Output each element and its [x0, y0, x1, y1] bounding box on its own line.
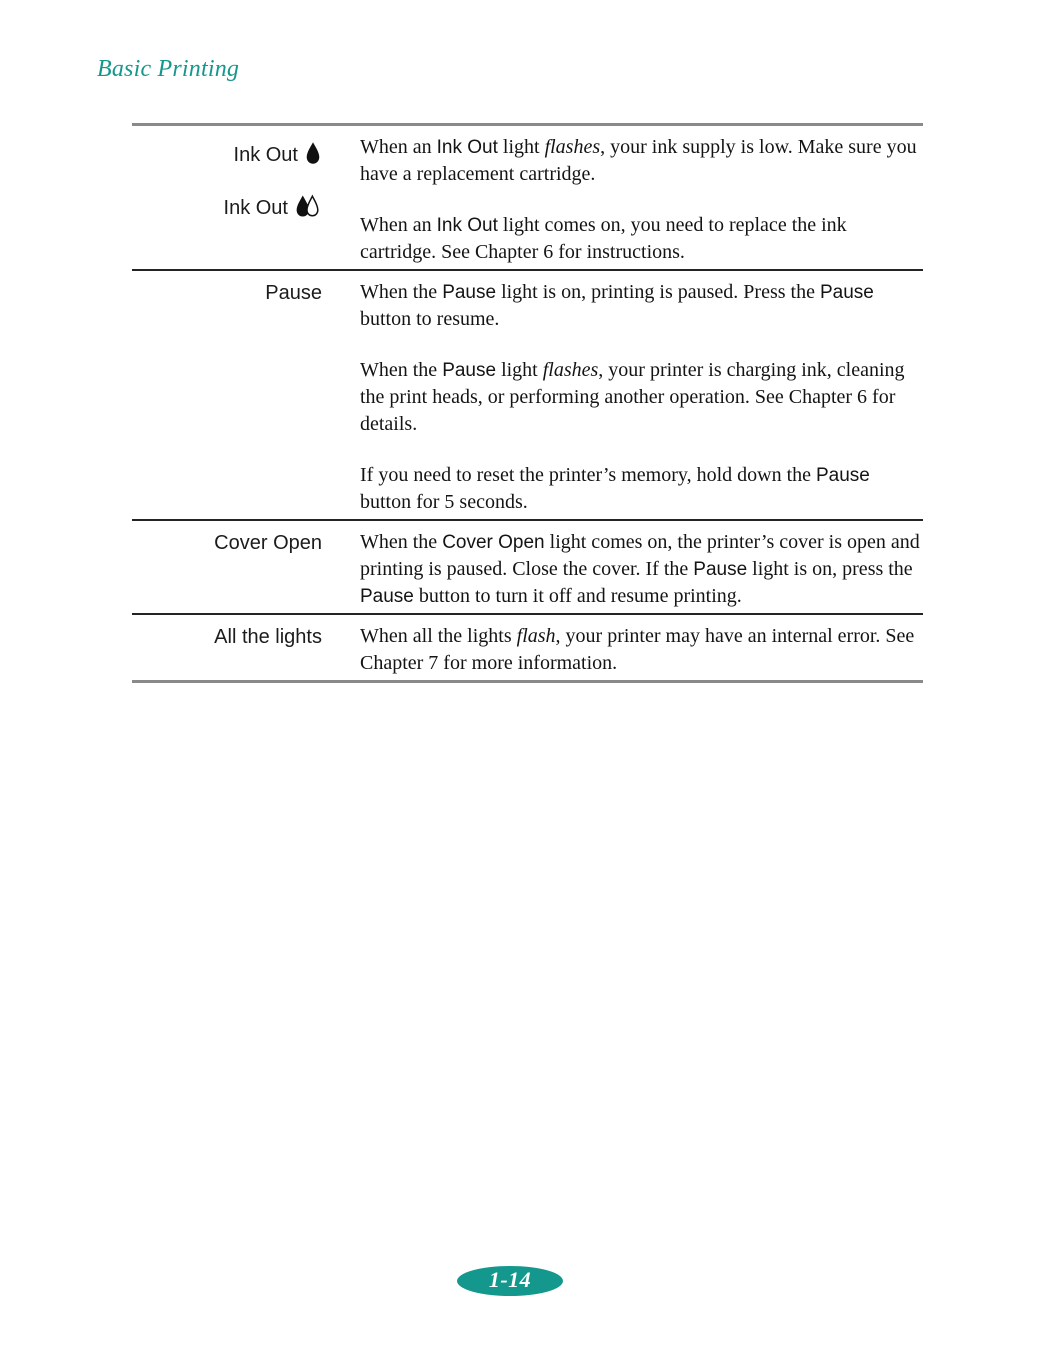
row-description-cell — [360, 615, 923, 680]
row-description-cell — [360, 521, 923, 613]
table-row — [132, 519, 923, 613]
row-label-text: Ink Out — [223, 197, 288, 219]
row-paragraph: When the Cover Open light comes on, the printer’s cover is open and printing is paused. Close the cover. If the Pause light is on, press the Pause button to turn it off and resume printing. — [360, 531, 920, 607]
row-label-text: Cover Open — [214, 532, 322, 554]
row-paragraph: If you need to reset the printer’s memory, hold down the Pause button for 5 seconds. — [360, 464, 870, 513]
row-paragraph: When all the lights flash, your printer may have an internal error. See Chapter 7 for more information. — [360, 625, 915, 674]
page-number-badge — [457, 1266, 563, 1296]
row-paragraph: When an Ink Out light flashes, your ink supply is low. Make sure you have a replacement cartridge. — [360, 136, 917, 185]
row-label — [132, 194, 322, 226]
row-paragraph: When the Pause light is on, printing is paused. Press the Pause button to resume. — [360, 281, 874, 330]
black-ink-drop-icon — [304, 141, 322, 173]
row-label — [132, 280, 322, 307]
table-row — [132, 613, 923, 680]
row-description-cell — [360, 126, 923, 269]
row-label-cell — [132, 521, 322, 557]
table-row — [132, 269, 923, 519]
row-label-text: Ink Out — [233, 144, 298, 166]
row-description-cell — [360, 271, 923, 519]
row-label — [132, 624, 322, 651]
row-label — [132, 141, 322, 173]
row-label-cell — [132, 615, 322, 651]
row-paragraph: When an Ink Out light comes on, you need to replace the ink cartridge. See Chapter 6 for instructions. — [360, 214, 847, 263]
indicator-light-table — [132, 123, 923, 683]
row-label-cell — [132, 271, 322, 307]
row-label-text: All the lights — [214, 626, 322, 648]
page-number: 1-14 — [488, 1267, 532, 1292]
table-row — [132, 126, 923, 269]
row-paragraph: When the Pause light flashes, your printer is charging ink, cleaning the print heads, or performing another operation. See Chapter 6 for details. — [360, 359, 905, 435]
row-label-cell — [132, 126, 322, 226]
row-label — [132, 530, 322, 557]
color-ink-drops-icon — [294, 194, 322, 226]
row-label-text: Pause — [265, 282, 322, 304]
page-title: Basic Printing — [97, 56, 240, 82]
